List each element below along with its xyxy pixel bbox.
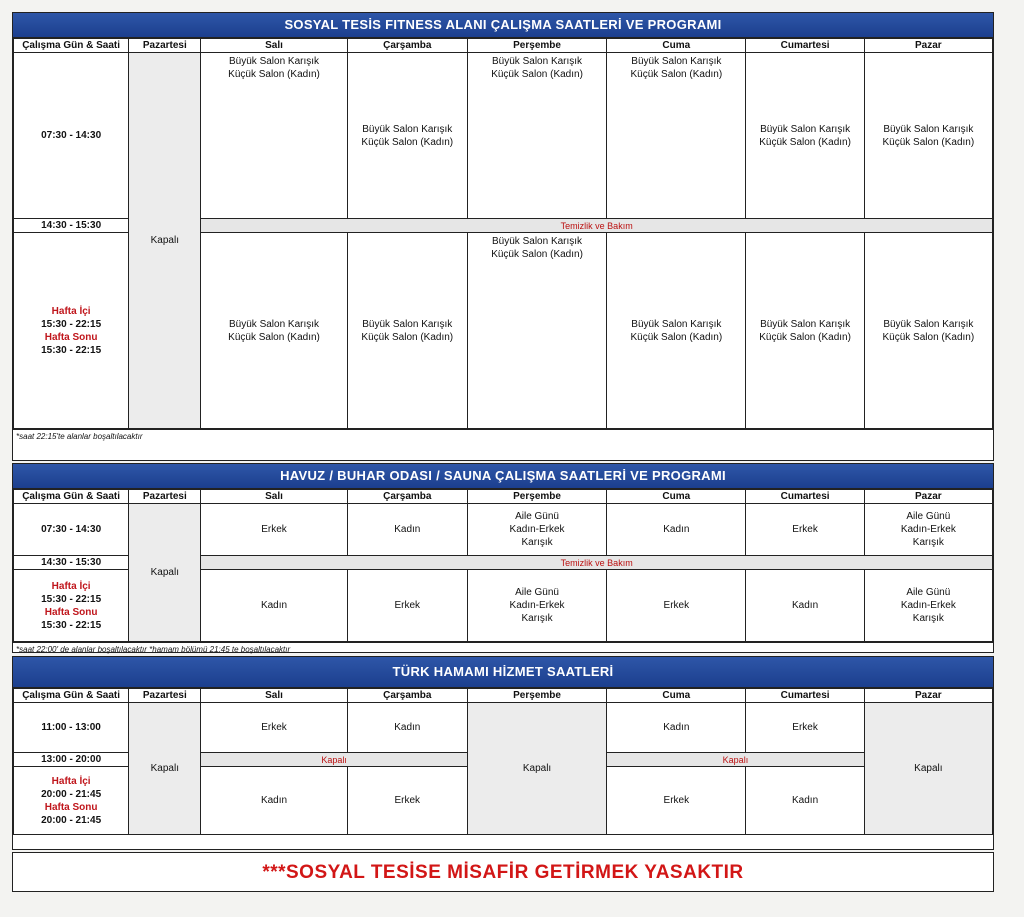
gender-cell: Kadın	[746, 767, 864, 835]
weekday-label: Hafta İçi	[51, 580, 91, 592]
program-cell	[201, 233, 347, 429]
program-cell	[607, 53, 746, 219]
program-cell	[467, 233, 606, 429]
header-saturday: Cumartesi	[746, 689, 864, 703]
header-sunday: Pazar	[864, 39, 992, 53]
weekday-time: 15:30 - 22:15	[41, 318, 102, 330]
time-slot-evening	[14, 767, 129, 835]
hamam-header-row	[14, 689, 993, 703]
thursday-closed: Kapalı	[467, 703, 606, 835]
gender-cell: Kadın	[607, 703, 746, 753]
closed-banner: Kapalı	[201, 753, 468, 767]
family-line: Kadın-Erkek	[900, 600, 956, 611]
closed-banner: Kapalı	[607, 753, 865, 767]
program-line: Küçük Salon (Kadın)	[361, 331, 454, 343]
program-line: Büyük Salon Karışık	[631, 56, 722, 67]
pool-title: HAVUZ / BUHAR ODASI / SAUNA ÇALIŞMA SAATLERİ VE PROGRAMI	[13, 464, 993, 489]
time-slot: 14:30 - 15:30	[14, 219, 129, 233]
program-line: Büyük Salon Karışık	[362, 123, 453, 135]
pool-note: *saat 22:00' de alanlar boşaltılacaktır *hamam bölümü 21:45 te boşaltılacaktır	[13, 642, 993, 656]
weekend-label: Hafta Sonu	[44, 801, 98, 813]
weekday-time: 15:30 - 22:15	[41, 593, 102, 605]
gender-cell: Erkek	[347, 570, 467, 642]
header-thursday: Perşembe	[467, 689, 606, 703]
pool-table	[13, 489, 993, 642]
program-line: Büyük Salon Karışık	[492, 56, 583, 67]
weekday-label: Hafta İçi	[51, 305, 91, 317]
program-line: Büyük Salon Karışık	[760, 318, 851, 330]
weekend-time: 15:30 - 22:15	[41, 619, 102, 631]
hamam-morning-row	[14, 703, 993, 753]
program-line: Küçük Salon (Kadın)	[882, 331, 975, 343]
weekend-time: 20:00 - 21:45	[41, 814, 102, 826]
hamam-title: TÜRK HAMAMI HİZMET SAATLERİ	[13, 657, 993, 688]
gender-cell: Erkek	[607, 767, 746, 835]
gender-cell: Kadın	[201, 570, 347, 642]
family-line: Karışık	[912, 537, 944, 548]
header-monday: Pazartesi	[129, 39, 201, 53]
program-cell	[746, 233, 864, 429]
header-tuesday: Salı	[201, 490, 347, 504]
family-line: Kadın-Erkek	[509, 524, 565, 535]
program-cell	[864, 233, 992, 429]
weekend-time: 15:30 - 22:15	[41, 344, 102, 356]
gender-cell: Erkek	[347, 767, 467, 835]
gender-cell: Erkek	[746, 703, 864, 753]
program-line: Küçük Salon (Kadın)	[491, 69, 583, 80]
program-cell	[864, 53, 992, 219]
family-line: Kadın-Erkek	[900, 524, 956, 535]
family-cell	[864, 504, 992, 556]
weekend-label: Hafta Sonu	[44, 606, 98, 618]
family-line: Aile Günü	[906, 587, 951, 598]
family-line: Aile Günü	[906, 511, 951, 522]
pool-header-row	[14, 490, 993, 504]
fitness-morning-row	[14, 53, 993, 219]
gender-cell: Kadın	[746, 570, 864, 642]
monday-closed: Kapalı	[129, 703, 201, 835]
header-wednesday: Çarşamba	[347, 39, 467, 53]
header-thursday: Perşembe	[467, 39, 606, 53]
hamam-section	[12, 656, 994, 850]
program-line: Büyük Salon Karışık	[883, 318, 974, 330]
header-saturday: Cumartesi	[746, 490, 864, 504]
monday-closed: Kapalı	[129, 504, 201, 642]
family-line: Karışık	[912, 613, 944, 624]
gender-cell: Kadın	[201, 767, 347, 835]
fitness-title: SOSYAL TESİS FITNESS ALANI ÇALIŞMA SAATLERİ VE PROGRAMI	[13, 13, 993, 38]
header-wednesday: Çarşamba	[347, 490, 467, 504]
gender-cell: Kadın	[347, 703, 467, 753]
maintenance-banner: Temizlik ve Bakım	[201, 219, 993, 233]
header-sunday: Pazar	[864, 490, 992, 504]
weekend-label: Hafta Sonu	[44, 331, 98, 343]
program-line: Büyük Salon Karışık	[631, 318, 722, 330]
header-time: Çalışma Gün & Saati	[14, 490, 129, 504]
fitness-header-row	[14, 39, 993, 53]
program-line: Büyük Salon Karışık	[229, 318, 320, 330]
program-line: Küçük Salon (Kadın)	[228, 331, 320, 343]
family-line: Karışık	[521, 537, 553, 548]
program-line: Küçük Salon (Kadın)	[759, 331, 851, 343]
header-friday: Cuma	[607, 490, 746, 504]
time-slot: 14:30 - 15:30	[14, 556, 129, 570]
program-line: Küçük Salon (Kadın)	[630, 69, 723, 80]
time-slot-evening	[14, 570, 129, 642]
maintenance-banner: Temizlik ve Bakım	[201, 556, 993, 570]
program-line: Küçük Salon (Kadın)	[759, 136, 851, 148]
fitness-note: *saat 22:15'te alanlar boşaltılacaktır	[13, 429, 993, 443]
family-cell	[467, 570, 606, 642]
pool-section	[12, 463, 994, 653]
no-guests-warning: ***SOSYAL TESİSE MİSAFİR GETİRMEK YASAKTIR	[12, 852, 994, 892]
gender-cell: Kadın	[347, 504, 467, 556]
family-line: Karışık	[521, 613, 553, 624]
program-line: Küçük Salon (Kadın)	[228, 69, 320, 80]
weekday-label: Hafta İçi	[51, 775, 91, 787]
program-line: Büyük Salon Karışık	[229, 56, 320, 67]
header-thursday: Perşembe	[467, 490, 606, 504]
program-line: Büyük Salon Karışık	[883, 123, 974, 135]
hamam-table	[13, 688, 993, 835]
program-line: Küçük Salon (Kadın)	[361, 136, 454, 148]
program-cell	[347, 53, 467, 219]
time-slot-evening	[14, 233, 129, 429]
family-cell	[864, 570, 992, 642]
program-line: Büyük Salon Karışık	[492, 236, 583, 247]
program-cell	[347, 233, 467, 429]
family-line: Aile Günü	[515, 587, 559, 598]
monday-closed: Kapalı	[129, 53, 201, 429]
gender-cell: Erkek	[201, 504, 347, 556]
family-cell	[467, 504, 606, 556]
program-line: Küçük Salon (Kadın)	[882, 136, 975, 148]
header-saturday: Cumartesi	[746, 39, 864, 53]
time-slot: 07:30 - 14:30	[14, 504, 129, 556]
header-time: Çalışma Gün & Saati	[14, 39, 129, 53]
header-monday: Pazartesi	[129, 490, 201, 504]
header-wednesday: Çarşamba	[347, 689, 467, 703]
gender-cell: Erkek	[201, 703, 347, 753]
header-friday: Cuma	[607, 689, 746, 703]
fitness-table	[13, 38, 993, 429]
program-line: Küçük Salon (Kadın)	[630, 331, 723, 343]
weekday-time: 20:00 - 21:45	[41, 788, 102, 800]
family-line: Kadın-Erkek	[509, 600, 565, 611]
header-tuesday: Salı	[201, 39, 347, 53]
header-tuesday: Salı	[201, 689, 347, 703]
header-monday: Pazartesi	[129, 689, 201, 703]
gender-cell: Erkek	[607, 570, 746, 642]
time-slot: 11:00 - 13:00	[14, 703, 129, 753]
sunday-closed: Kapalı	[864, 703, 992, 835]
fitness-section	[12, 12, 994, 461]
program-cell	[467, 53, 606, 219]
gender-cell: Kadın	[607, 504, 746, 556]
program-cell	[201, 53, 347, 219]
program-cell	[746, 53, 864, 219]
program-cell	[607, 233, 746, 429]
program-line: Küçük Salon (Kadın)	[491, 249, 583, 260]
family-line: Aile Günü	[515, 511, 559, 522]
pool-morning-row	[14, 504, 993, 556]
program-line: Büyük Salon Karışık	[362, 318, 453, 330]
time-slot: 07:30 - 14:30	[14, 53, 129, 219]
header-time: Çalışma Gün & Saati	[14, 689, 129, 703]
header-sunday: Pazar	[864, 689, 992, 703]
gender-cell: Erkek	[746, 504, 864, 556]
program-line: Büyük Salon Karışık	[760, 123, 851, 135]
time-slot: 13:00 - 20:00	[14, 753, 129, 767]
header-friday: Cuma	[607, 39, 746, 53]
